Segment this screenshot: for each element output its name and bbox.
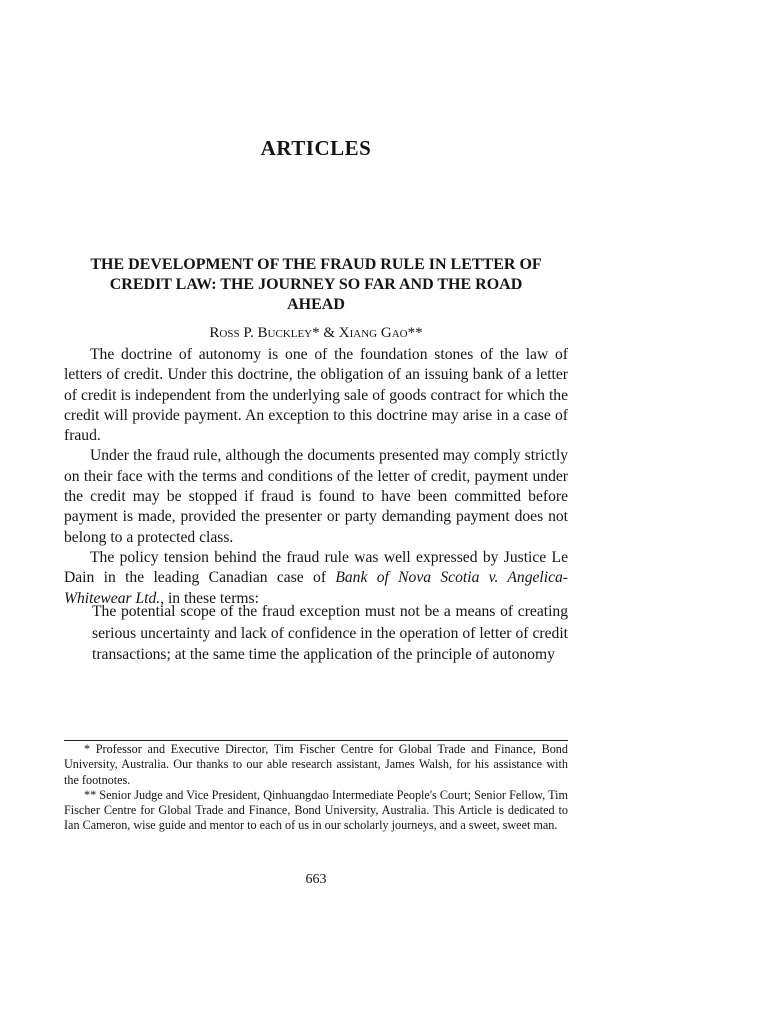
case-citation: Bank of Nova Scotia v. Angelica-Whitewear Ltd. (64, 569, 568, 607)
title-line: AHEAD (287, 296, 345, 313)
section-heading: ARTICLES (260, 136, 372, 160)
quote-text: The potential scope of the fraud exception must not be a means of creating serious uncertainty and lack of confidence in the operation of letter of credit transactions; at the same time the application of the principle of autonomy (92, 603, 568, 663)
body-paragraph (64, 548, 568, 609)
footnote: ** Senior Judge and Vice President, Qinhuangdao Intermediate People's Court; Senior Fellow, Tim Fischer Centre for Global Trade and Finance, Bond University, Australia. This Article is dedicated to Ian Cameron, wise guide and mentor to each of us in our scholarly journeys, and a sweet, sweet man. (64, 787, 568, 833)
journal-page (64, 0, 568, 1024)
body-paragraph: Under the fraud rule, although the documents presented may comply strictly on their face with the terms and conditions of the letter of credit, payment under the credit may be stopped if fraud is found to have been committed before payment is made, provided the presenter or party demanding payment does not belong to a protected class. (64, 447, 568, 546)
title-line: CREDIT LAW: THE JOURNEY SO FAR AND THE ROAD (109, 276, 523, 293)
article-body (64, 345, 568, 609)
paragraph-text: The policy tension behind the fraud rule was well expressed by Justice Le Dain in the leading Canadian case of (64, 548, 568, 587)
article-title (64, 255, 568, 315)
author-byline: Ross P. Buckley* & Xiang Gao** (209, 325, 423, 341)
paragraph-text: , in these terms: (160, 589, 259, 607)
block-quote (92, 601, 568, 666)
footnotes (64, 742, 568, 834)
title-line: THE DEVELOPMENT OF THE FRAUD RULE IN LETTER OF (90, 256, 542, 273)
body-paragraph: The doctrine of autonomy is one of the foundation stones of the law of letters of credit. Under this doctrine, the obligation of an issuing bank of a letter of credit is independent from the underlying sale of goods contract for which the credit will provide payment. An exception to this doctrine may arise in a case of fraud. (64, 346, 568, 445)
footnote: * Professor and Executive Director, Tim Fischer Centre for Global Trade and Finance, Bond University, Australia. Our thanks to our able research assistant, James Walsh, for his assistance with the footnotes. (64, 742, 568, 787)
page-number: 663 (305, 872, 327, 887)
footnote-divider (64, 740, 568, 741)
